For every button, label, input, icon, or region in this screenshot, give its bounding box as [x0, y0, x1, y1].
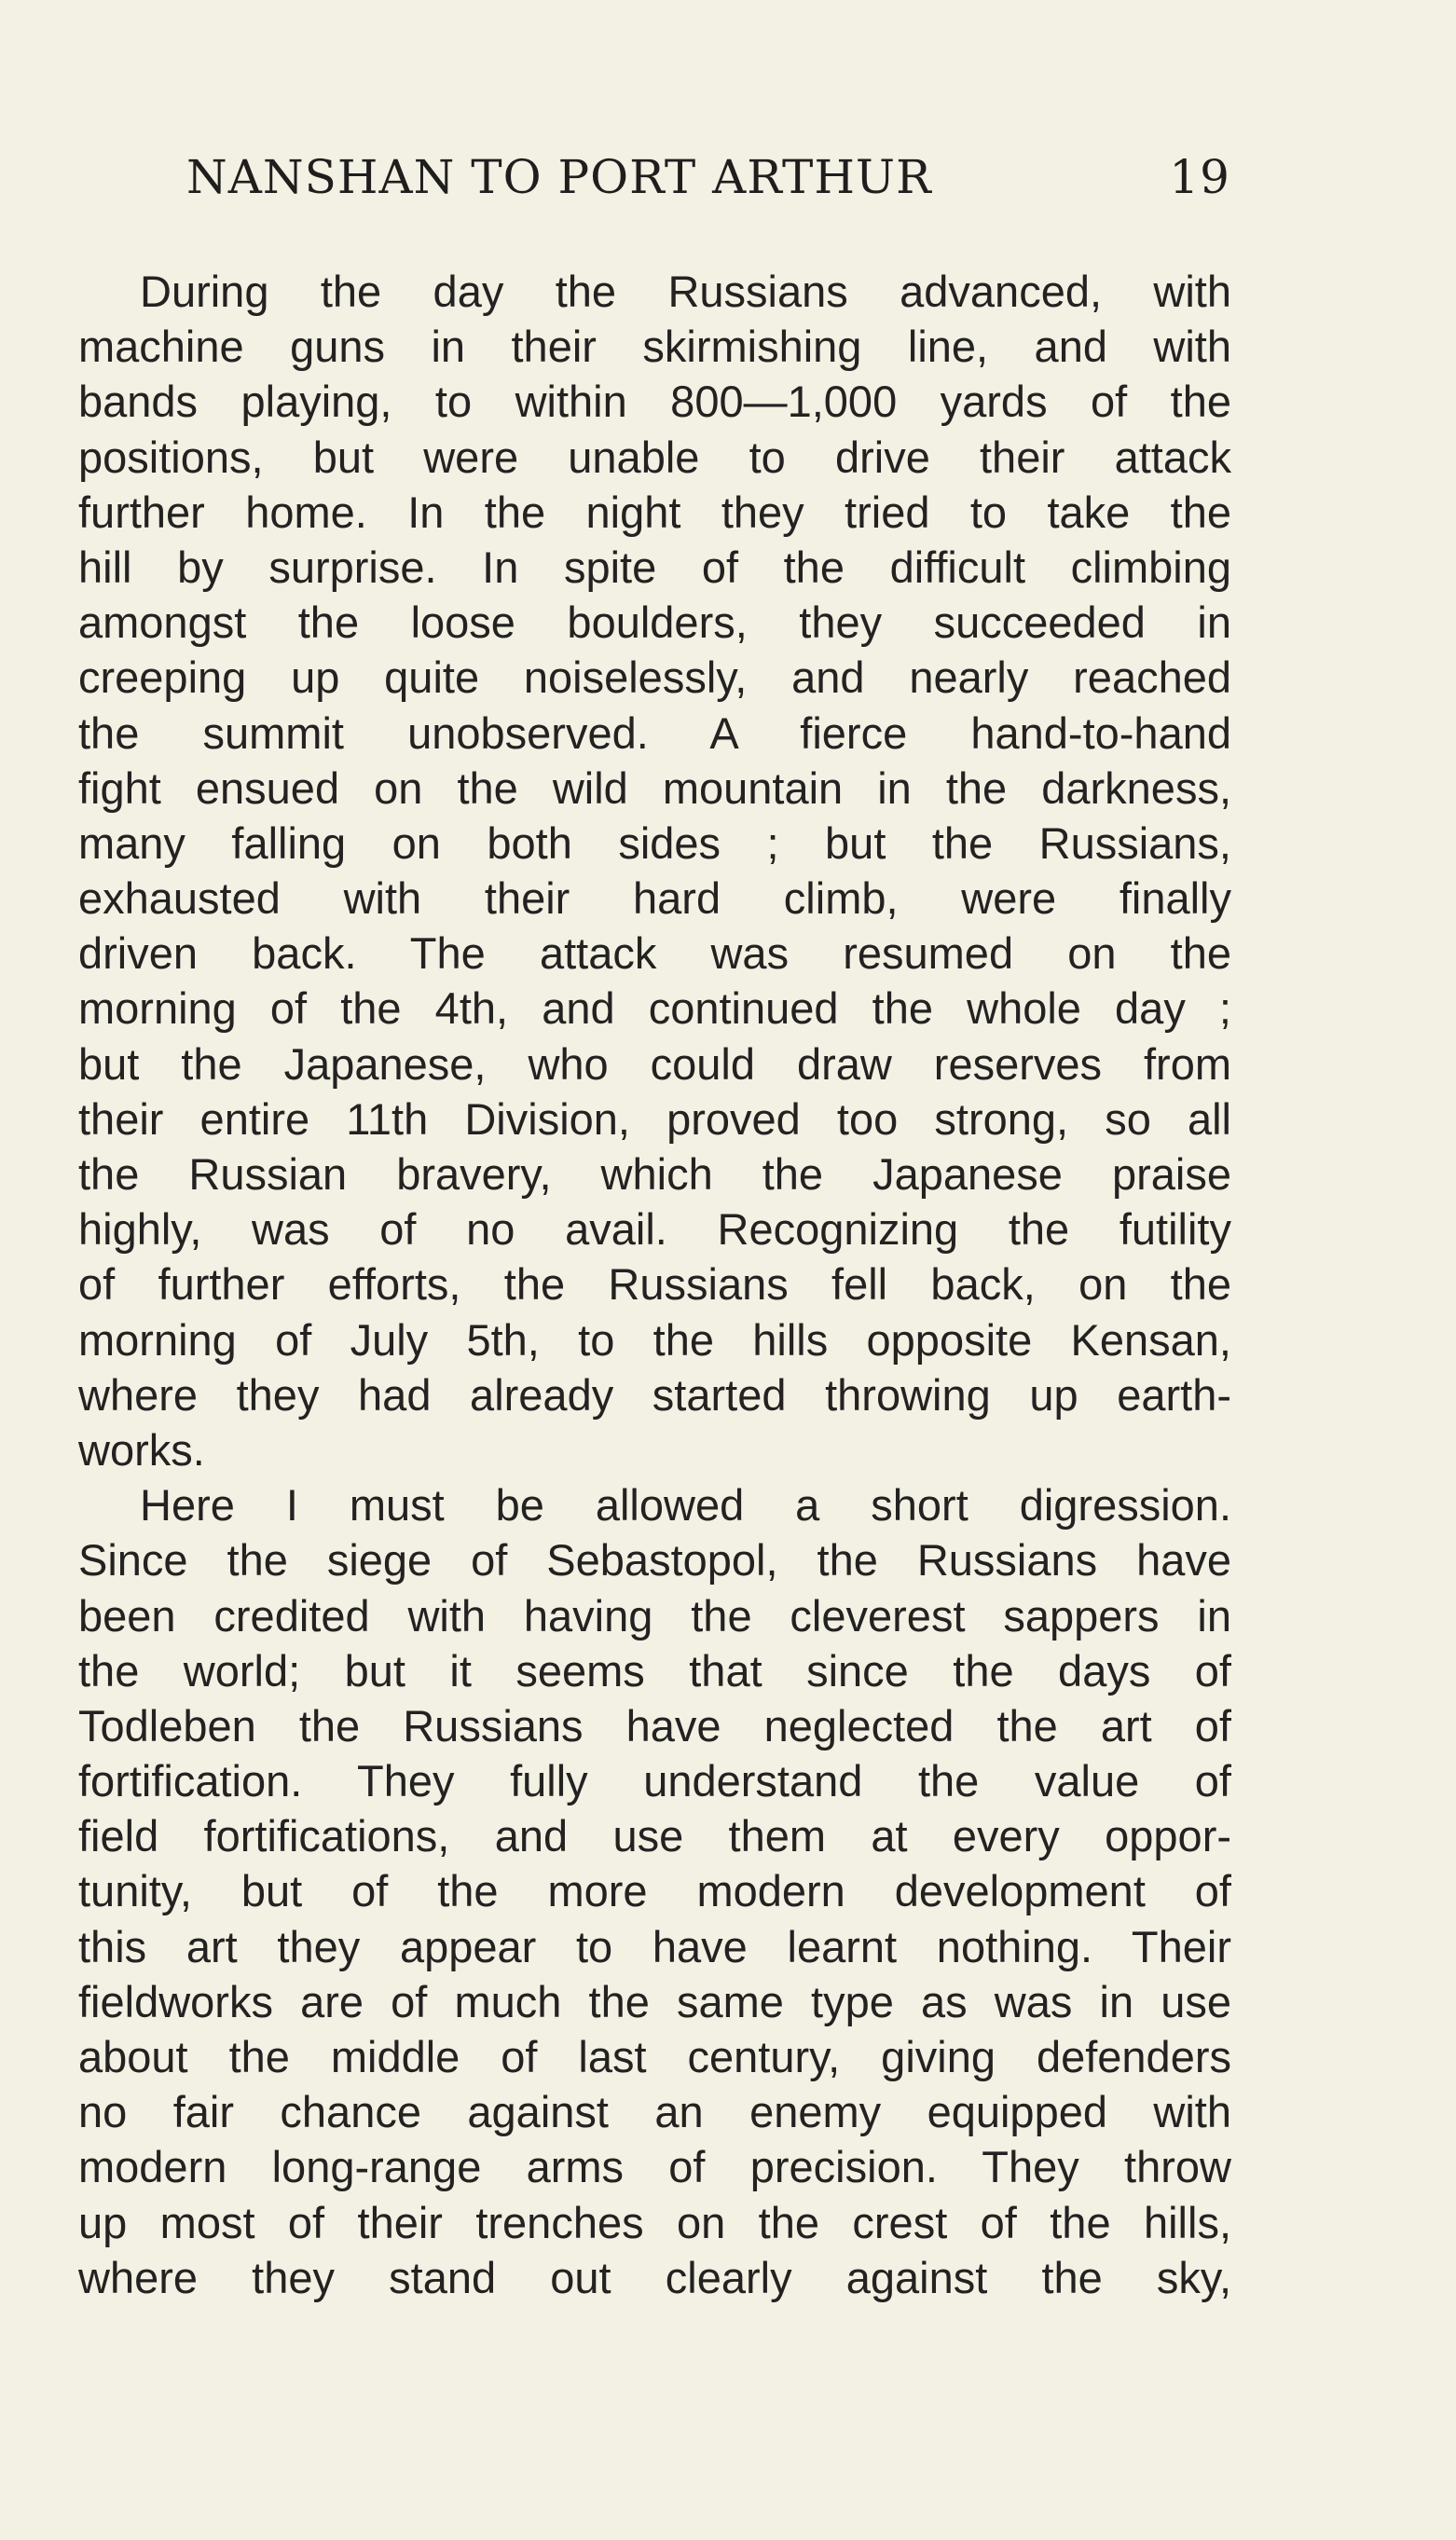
text-line: the summit unobserved. A fierce hand-to-hand	[78, 707, 1231, 758]
text-line: the world; but it seems that since the days of	[78, 1645, 1231, 1696]
text-line: their entire 11th Division, proved too strong, so all	[78, 1093, 1231, 1144]
text-line: fight ensued on the wild mountain in the darkness,	[78, 762, 1231, 813]
text-line: amongst the loose boulders, they succeeded in	[78, 597, 1231, 648]
text-line: been credited with having the cleverest sappers in	[78, 1590, 1231, 1641]
running-title: NANSHAN TO PORT ARTHUR	[186, 150, 932, 204]
page-number: 19	[1169, 150, 1230, 204]
text-line: positions, but were unable to drive their attack	[78, 432, 1231, 482]
text-line: where they had already started throwing up earth-	[78, 1369, 1231, 1420]
text-line: driven back. The attack was resumed on the	[78, 928, 1231, 979]
text-line: machine guns in their skirmishing line, and with	[78, 322, 1231, 372]
text-line: further home. In the night they tried to take the	[78, 487, 1231, 537]
text-line: many falling on both sides ; but the Russians,	[78, 817, 1231, 868]
text-line: exhausted with their hard climb, were finally	[78, 873, 1231, 924]
text-line: Since the siege of Sebastopol, the Russians have	[78, 1535, 1231, 1586]
text-line: works.	[78, 1424, 205, 1475]
text-line: Here I must be allowed a short digression.	[140, 1480, 1231, 1531]
text-line: Todleben the Russians have neglected the art of	[78, 1700, 1231, 1751]
text-line: up most of their trenches on the crest of the hills,	[78, 2197, 1231, 2247]
text-line: no fair chance against an enemy equipped with	[78, 2087, 1231, 2137]
text-line: bands playing, to within 800—1,000 yards of the	[78, 377, 1231, 427]
text-line: but the Japanese, who could draw reserves from	[78, 1038, 1231, 1089]
running-head	[186, 140, 1230, 214]
text-line: modern long-range arms of precision. They throw	[78, 2142, 1231, 2192]
text-line: of further efforts, the Russians fell back, on the	[78, 1259, 1231, 1310]
text-line: field fortifications, and use them at every oppor-	[78, 1811, 1231, 1861]
text-line: fortification. They fully understand the value of	[78, 1756, 1231, 1806]
text-line: this art they appear to have learnt nothing. Their	[78, 1921, 1231, 1971]
body-text	[78, 264, 1231, 2305]
text-line: During the day the Russians advanced, with	[140, 267, 1231, 316]
text-line: morning of July 5th, to the hills opposite Kensan,	[78, 1314, 1231, 1365]
text-line: morning of the 4th, and continued the whole day ;	[78, 983, 1231, 1034]
text-line: fieldworks are of much the same type as was in use	[78, 1976, 1231, 2026]
text-line: the Russian bravery, which the Japanese praise	[78, 1149, 1231, 1199]
text-line: creeping up quite noiselessly, and nearly reached	[78, 652, 1231, 703]
text-line: about the middle of last century, giving defenders	[78, 2032, 1231, 2081]
text-line: hill by surprise. In spite of the difficult climbing	[78, 542, 1231, 592]
text-line: tunity, but of the more modern development of	[78, 1866, 1231, 1916]
text-line: highly, was of no avail. Recognizing the futility	[78, 1204, 1231, 1255]
text-line: where they stand out clearly against the sky,	[78, 2252, 1231, 2302]
